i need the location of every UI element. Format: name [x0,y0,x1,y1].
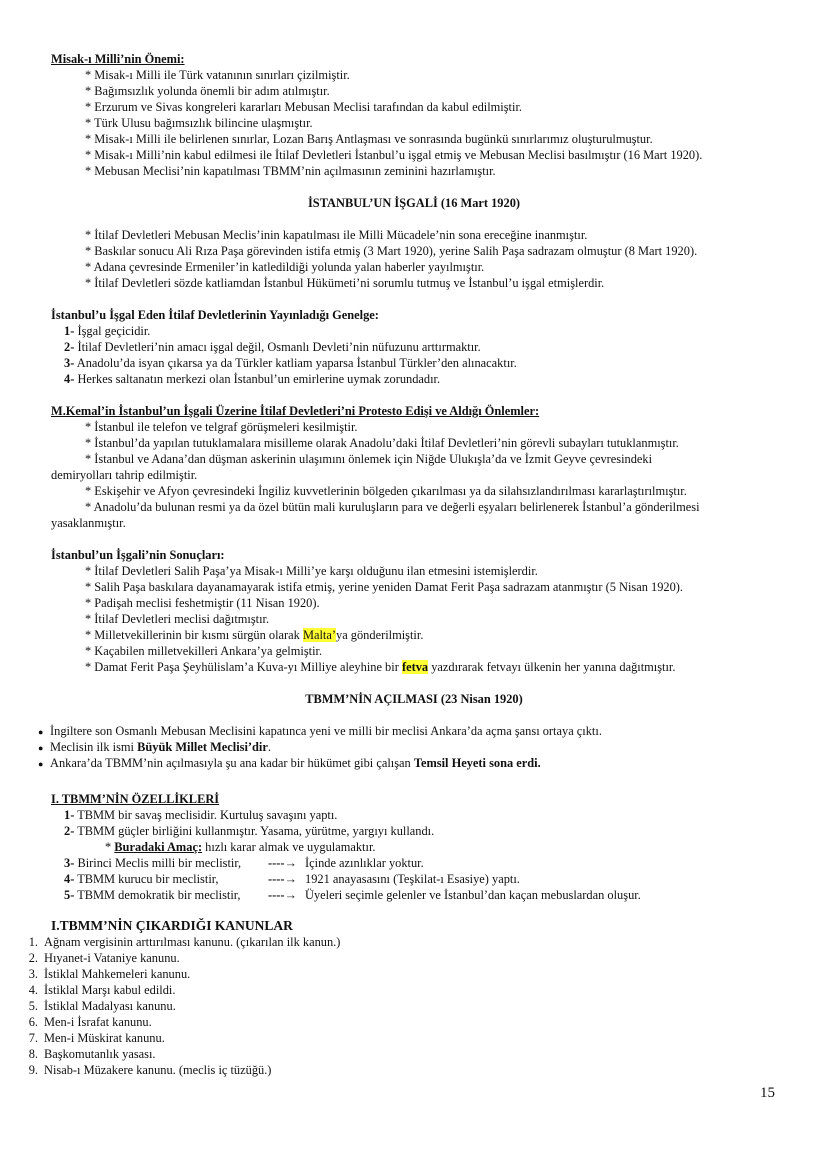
list-number: 4. [28,983,38,997]
item-text: Herkes saltanatın merkezi olan İstanbul’un emirlerine uymak zorundadır. [77,372,441,386]
istanbul-item: * Adana çevresinde Ermeniler’in katledildiği yolunda yalan haberler yayılmıştır. [85,260,485,274]
ozellik-item [64,855,241,871]
item-number: 5- [64,888,75,902]
item-number: 2- [64,824,75,838]
list-number: 1. [28,935,38,949]
istanbul-item: * İtilaf Devletleri sözde katliamdan İstanbul Hükümeti’ni sorumlu tutmuş ve İstanbul’u işgal etmişlerdir. [85,276,605,290]
genelge-item [64,355,517,371]
list-number: 7. [28,1031,38,1045]
item-text: TBMM kurucu bir meclistir, [77,872,219,886]
amac-note [105,839,376,855]
misak-item: * Misak-ı Milli ile Türk vatanının sınırları çizilmiştir. [85,68,350,82]
protesto-heading: M.Kemal’in İstanbul’un İşgali Üzerine İtilaf Devletleri’ni Protesto Edişi ve Aldığı Önlemler: [51,404,540,418]
malta-pre-text: * Milletvekillerinin bir kısmı sürgün olarak [85,628,303,642]
item-number: 4- [64,372,75,386]
bullet-bold-text: Temsil Heyeti sona erdi. [413,756,541,770]
list-number: 6. [28,1015,38,1029]
item-text: Anadolu’da isyan çıkarsa ya da Türkler katliam yaparsa İstanbul Türkler’den alınacaktır. [76,356,517,370]
misak-item: * Bağımsızlık yolunda önemli bir adım atılmıştır. [85,84,330,98]
kanun-text: Nisab-ı Müzakere kanunu. (meclis iç tüzüğü.) [44,1063,272,1077]
bullet-text: Meclisin ilk ismi [50,740,138,754]
genelge-heading: İstanbul’u İşgal Eden İtilaf Devletlerinin Yayınladığı Genelge: [51,308,379,322]
malta-post-text: ya gönderilmiştir. [336,628,424,642]
misak-item: * Mebusan Meclisi’nin kapatılması TBMM’nin açılmasının zeminini hazırlamıştır. [85,164,496,178]
kanun-item [20,1030,165,1046]
sonuclar-item-fetva [85,659,675,675]
item-number: 2- [64,340,75,354]
kanun-text: İstiklal Mahkemeleri kanunu. [44,967,191,981]
protesto-item-continued: demiryolları tahrip edilmiştir. [51,468,198,482]
kanun-item [20,950,180,966]
tbmm-bullet [38,755,541,772]
bullet-icon: ● [38,759,44,769]
item-number: 4- [64,872,75,886]
sonuclar-item: * Salih Paşa baskılara dayanamayarak istifa etmiş, yerine yeniden Damat Ferit Paşa sadrazam atanmıştır (5 Nisan 1920). [85,580,684,594]
list-number: 2. [28,951,38,965]
bullet-icon: ● [38,727,44,737]
genelge-item [64,323,150,339]
kanun-text: Hıyanet-i Vataniye kanunu. [44,951,180,965]
kanun-item [20,966,190,982]
malta-highlight: Malta’ [302,628,336,642]
protesto-item: * İstanbul ile telefon ve telgraf görüşmeleri kesilmiştir. [85,420,358,434]
item-text: İşgal geçicidir. [77,324,151,338]
list-number: 3. [28,967,38,981]
item-text: TBMM güçler birliğini kullanmıştır. Yasama, yürütme, yargıyı kullandı. [77,824,435,838]
sonuclar-item: * İtilaf Devletleri Salih Paşa’ya Misak-ı Milli’ye karşı olduğunu ilan etmesini istemişlerdir. [85,564,538,578]
list-number: 8. [28,1047,38,1061]
sonuclar-item-malta [85,627,423,643]
misak-item: * Misak-ı Milli ile belirlenen sınırlar, Lozan Barış Antlaşması ve sonrasında bugünkü sınırlarımız oluşturulmuştur. [85,132,653,146]
ozellik-item [64,807,337,823]
arrow-icon: ----→ [268,872,297,886]
page-number: 15 [760,1085,775,1101]
amac-label: Buradaki Amaç: [114,840,203,854]
kanun-item [20,998,176,1014]
kanun-text: Başkomutanlık yasası. [44,1047,156,1061]
kanun-text: İstiklal Madalyası kanunu. [44,999,176,1013]
kanun-item [20,934,340,950]
bullet-text: İngiltere son Osmanlı Mebusan Meclisini kapatınca yeni ve milli bir meclisi Ankara’da açma şansı ortaya çıktı. [50,724,602,738]
tbmm-title: TBMM’NİN AÇILMASI (23 Nisan 1920) [305,692,523,706]
bullet-icon: ● [38,743,44,753]
kanun-item [20,1062,271,1078]
protesto-item-continued: yasaklanmıştır. [51,516,126,530]
sonuclar-item: * İtilaf Devletleri meclisi dağıtmıştır. [85,612,270,626]
item-number: 1- [64,324,75,338]
istanbul-title: İSTANBUL’UN İŞGALİ (16 Mart 1920) [307,196,521,210]
istanbul-item: * İtilaf Devletleri Mebusan Meclis’inin kapatılması ile Milli Mücadele’nin sona ereceğine inanmıştır. [85,228,588,242]
ozellik-item [64,871,219,887]
protesto-item: * İstanbul ve Adana’dan düşman askerinin ulaşımını önlemek için Niğde Ulukışla’da ve İzmit Geyve çevresindeki [85,452,653,466]
fetva-highlight: fetva [401,660,429,674]
item-text: İtilaf Devletleri’nin amacı işgal değil, Osmanlı Devleti’nin nüfuzunu arttırmaktır. [77,340,481,354]
list-number: 5. [28,999,38,1013]
sonuclar-item: * Kaçabilen milletvekilleri Ankara’ya gelmiştir. [85,644,323,658]
bullet-text: Ankara’da TBMM’nin açılmasıyla şu ana kadar bir hükümet gibi çalışan [50,756,414,770]
sonuclar-heading: İstanbul’un İşgali’nin Sonuçları: [51,548,225,562]
protesto-item: * Eskişehir ve Afyon çevresindeki İngiliz kuvvetlerinin bölgeden çıkarılması ya da silahsızlandırılması kararlaştırılmıştır. [85,484,687,498]
fetva-pre-text: * Damat Ferit Paşa Şeyhülislam’a Kuva-yı Milliye aleyhine bir [85,660,402,674]
ozellikler-heading: I. TBMM’NİN ÖZELLİKLERİ [51,792,220,806]
kanun-text: Men-i İsrafat kanunu. [44,1015,152,1029]
sonuclar-item: * Padişah meclisi feshetmiştir (11 Nisan 1920). [85,596,320,610]
kanun-item [20,1014,152,1030]
protesto-item: * Anadolu’da bulunan resmi ya da özel bütün mali kuruluşların para ve değerli eşyaları belirlenerek İstanbul’a gönderilmesi [85,500,700,514]
tbmm-bullet [38,739,271,756]
fetva-post-text: yazdırarak fetvayı ülkenin her yanına dağıtmıştır. [428,660,676,674]
misak-item: * Türk Ulusu bağımsızlık bilincine ulaşmıştır. [85,116,313,130]
item-text: TBMM demokratik bir meclistir, [77,888,241,902]
ozellik-item [64,887,241,903]
arrow-icon: ----→ [268,888,297,902]
kanun-text: İstiklal Marşı kabul edildi. [44,983,176,997]
item-number: 3- [64,856,75,870]
item-number: 1- [64,808,75,822]
genelge-item [64,371,440,387]
tbmm-bullet [38,723,602,740]
kanun-text: Ağnam vergisinin arttırılması kanunu. (çıkarılan ilk kanun.) [44,935,341,949]
ozellik-item [64,823,434,839]
kanunlar-heading: I.TBMM’NİN ÇIKARDIĞI KANUNLAR [51,918,293,933]
item-text: TBMM bir savaş meclisidir. Kurtuluş savaşını yaptı. [77,808,338,822]
bullet-bold-text: Büyük Millet Meclisi’dir [137,740,268,754]
arrow-icon: ----→ [268,856,297,870]
item-text: Birinci Meclis milli bir meclistir, [77,856,242,870]
ozellik-note: 1921 anayasasını (Teşkilat-ı Esasiye) yaptı. [305,872,520,886]
kanun-item [20,1046,156,1062]
misak-item: * Erzurum ve Sivas kongreleri kararları Mebusan Meclisi tarafından da kabul edilmiştir. [85,100,522,114]
item-number: 3- [64,356,75,370]
kanun-item [20,982,175,998]
ozellik-note: İçinde azınlıklar yoktur. [305,856,424,870]
ozellik-note: Üyeleri seçimle gelenler ve İstanbul’dan kaçan mebuslardan oluşur. [305,888,641,902]
protesto-item: * İstanbul’da yapılan tutuklamalara misilleme olarak Anadolu’daki İtilaf Devletleri’nin görevli subayları tutuklanmıştır. [85,436,679,450]
amac-star: * [105,840,115,854]
list-number: 9. [28,1063,38,1077]
istanbul-item: * Baskılar sonucu Ali Rıza Paşa görevinden istifa etmiş (3 Mart 1920), yerine Salih Paşa sadrazam olmuştur (8 Mart 1920). [85,244,698,258]
bullet-text: . [267,740,271,754]
misak-item: * Misak-ı Milli’nin kabul edilmesi ile İtilaf Devletleri İstanbul’u işgal etmiş ve Mebusan Meclisi basılmıştır (16 Mart 1920). [85,148,703,162]
kanun-text: Men-i Müskirat kanunu. [44,1031,165,1045]
misak-heading: Misak-ı Milli’nin Önemi: [51,52,185,66]
amac-text: hızlı karar almak ve uygulamaktır. [202,840,376,854]
genelge-item [64,339,481,355]
